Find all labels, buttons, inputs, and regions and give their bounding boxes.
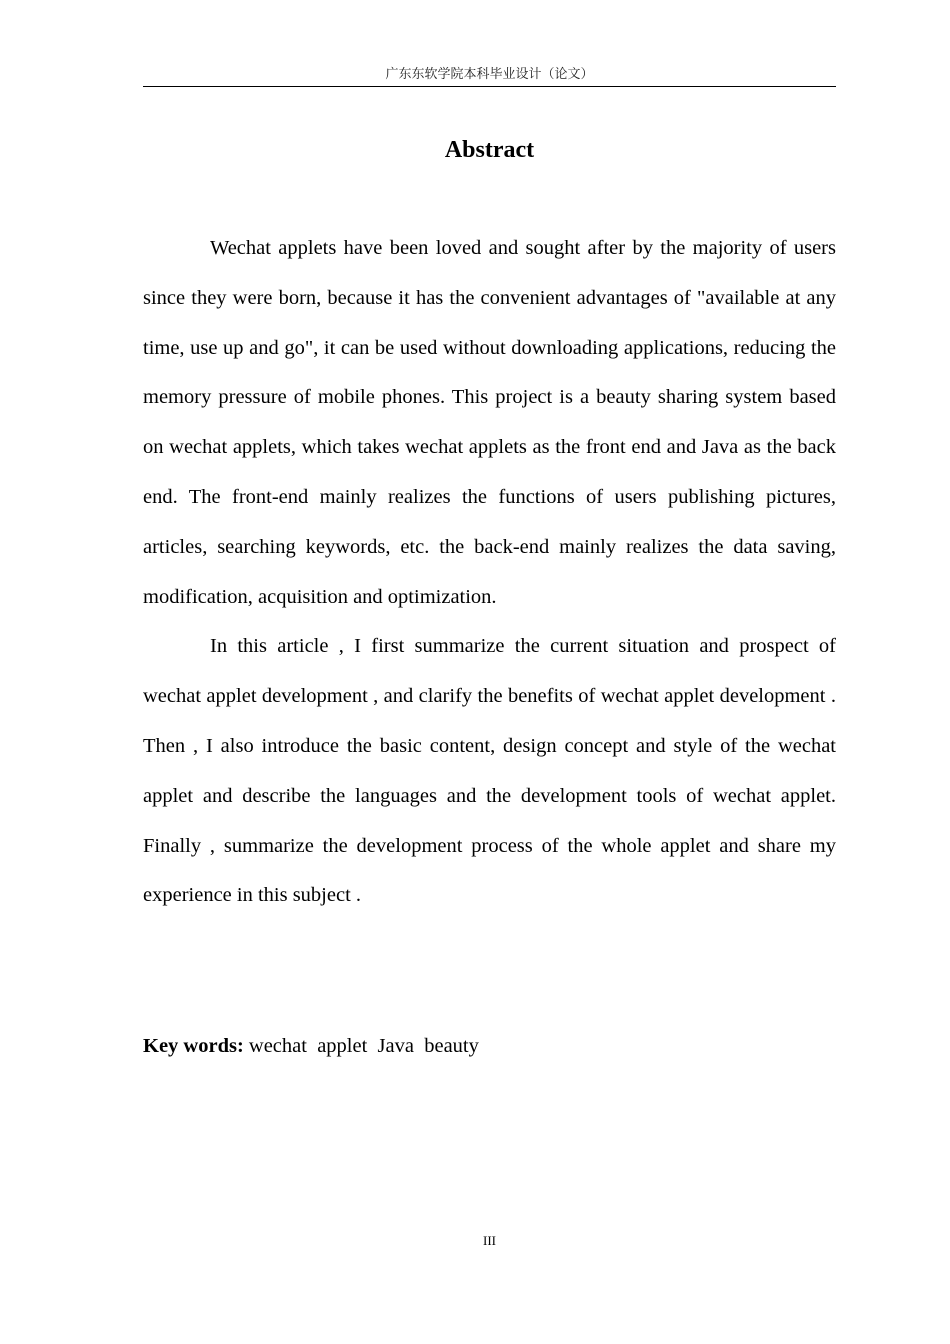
keywords-line [143,1030,836,1062]
running-header: 广东东软学院本科毕业设计（论文） [385,67,594,82]
abstract-paragraph-1: Wechat applets have been loved and sought after by the majority of users since they were born, because it has the convenient advantages of "available at any time, use up and go", it can be used without downloading applications, reducing the memory pressure of mobile phones. This project is a beauty sharing system based on wechat applets, which takes wechat applets as the front end and Java as the back end. The front-end mainly realizes the functions of users publishing pictures, articles, searching keywords, etc. the back-end mainly realizes the data saving, modification, acquisition and optimization. [143,237,836,608]
keywords-label: Key words: [143,1035,244,1057]
page-title: Abstract [444,137,535,163]
page-number: III [483,1233,496,1248]
header-rule [143,86,836,87]
keywords-terms: wechat applet Java beauty [248,1035,479,1057]
abstract-paragraph-2: In this article , I first summarize the current situation and prospect of wechat applet development , and clarify the benefits of wechat applet development . Then , I also introduce the basic content, design concept and style of the wechat applet and describe the languages and the development tools of wechat applet. Finally , summarize the development process of the whole applet and share my experience in this subject . [143,635,836,907]
abstract-body [143,224,836,921]
